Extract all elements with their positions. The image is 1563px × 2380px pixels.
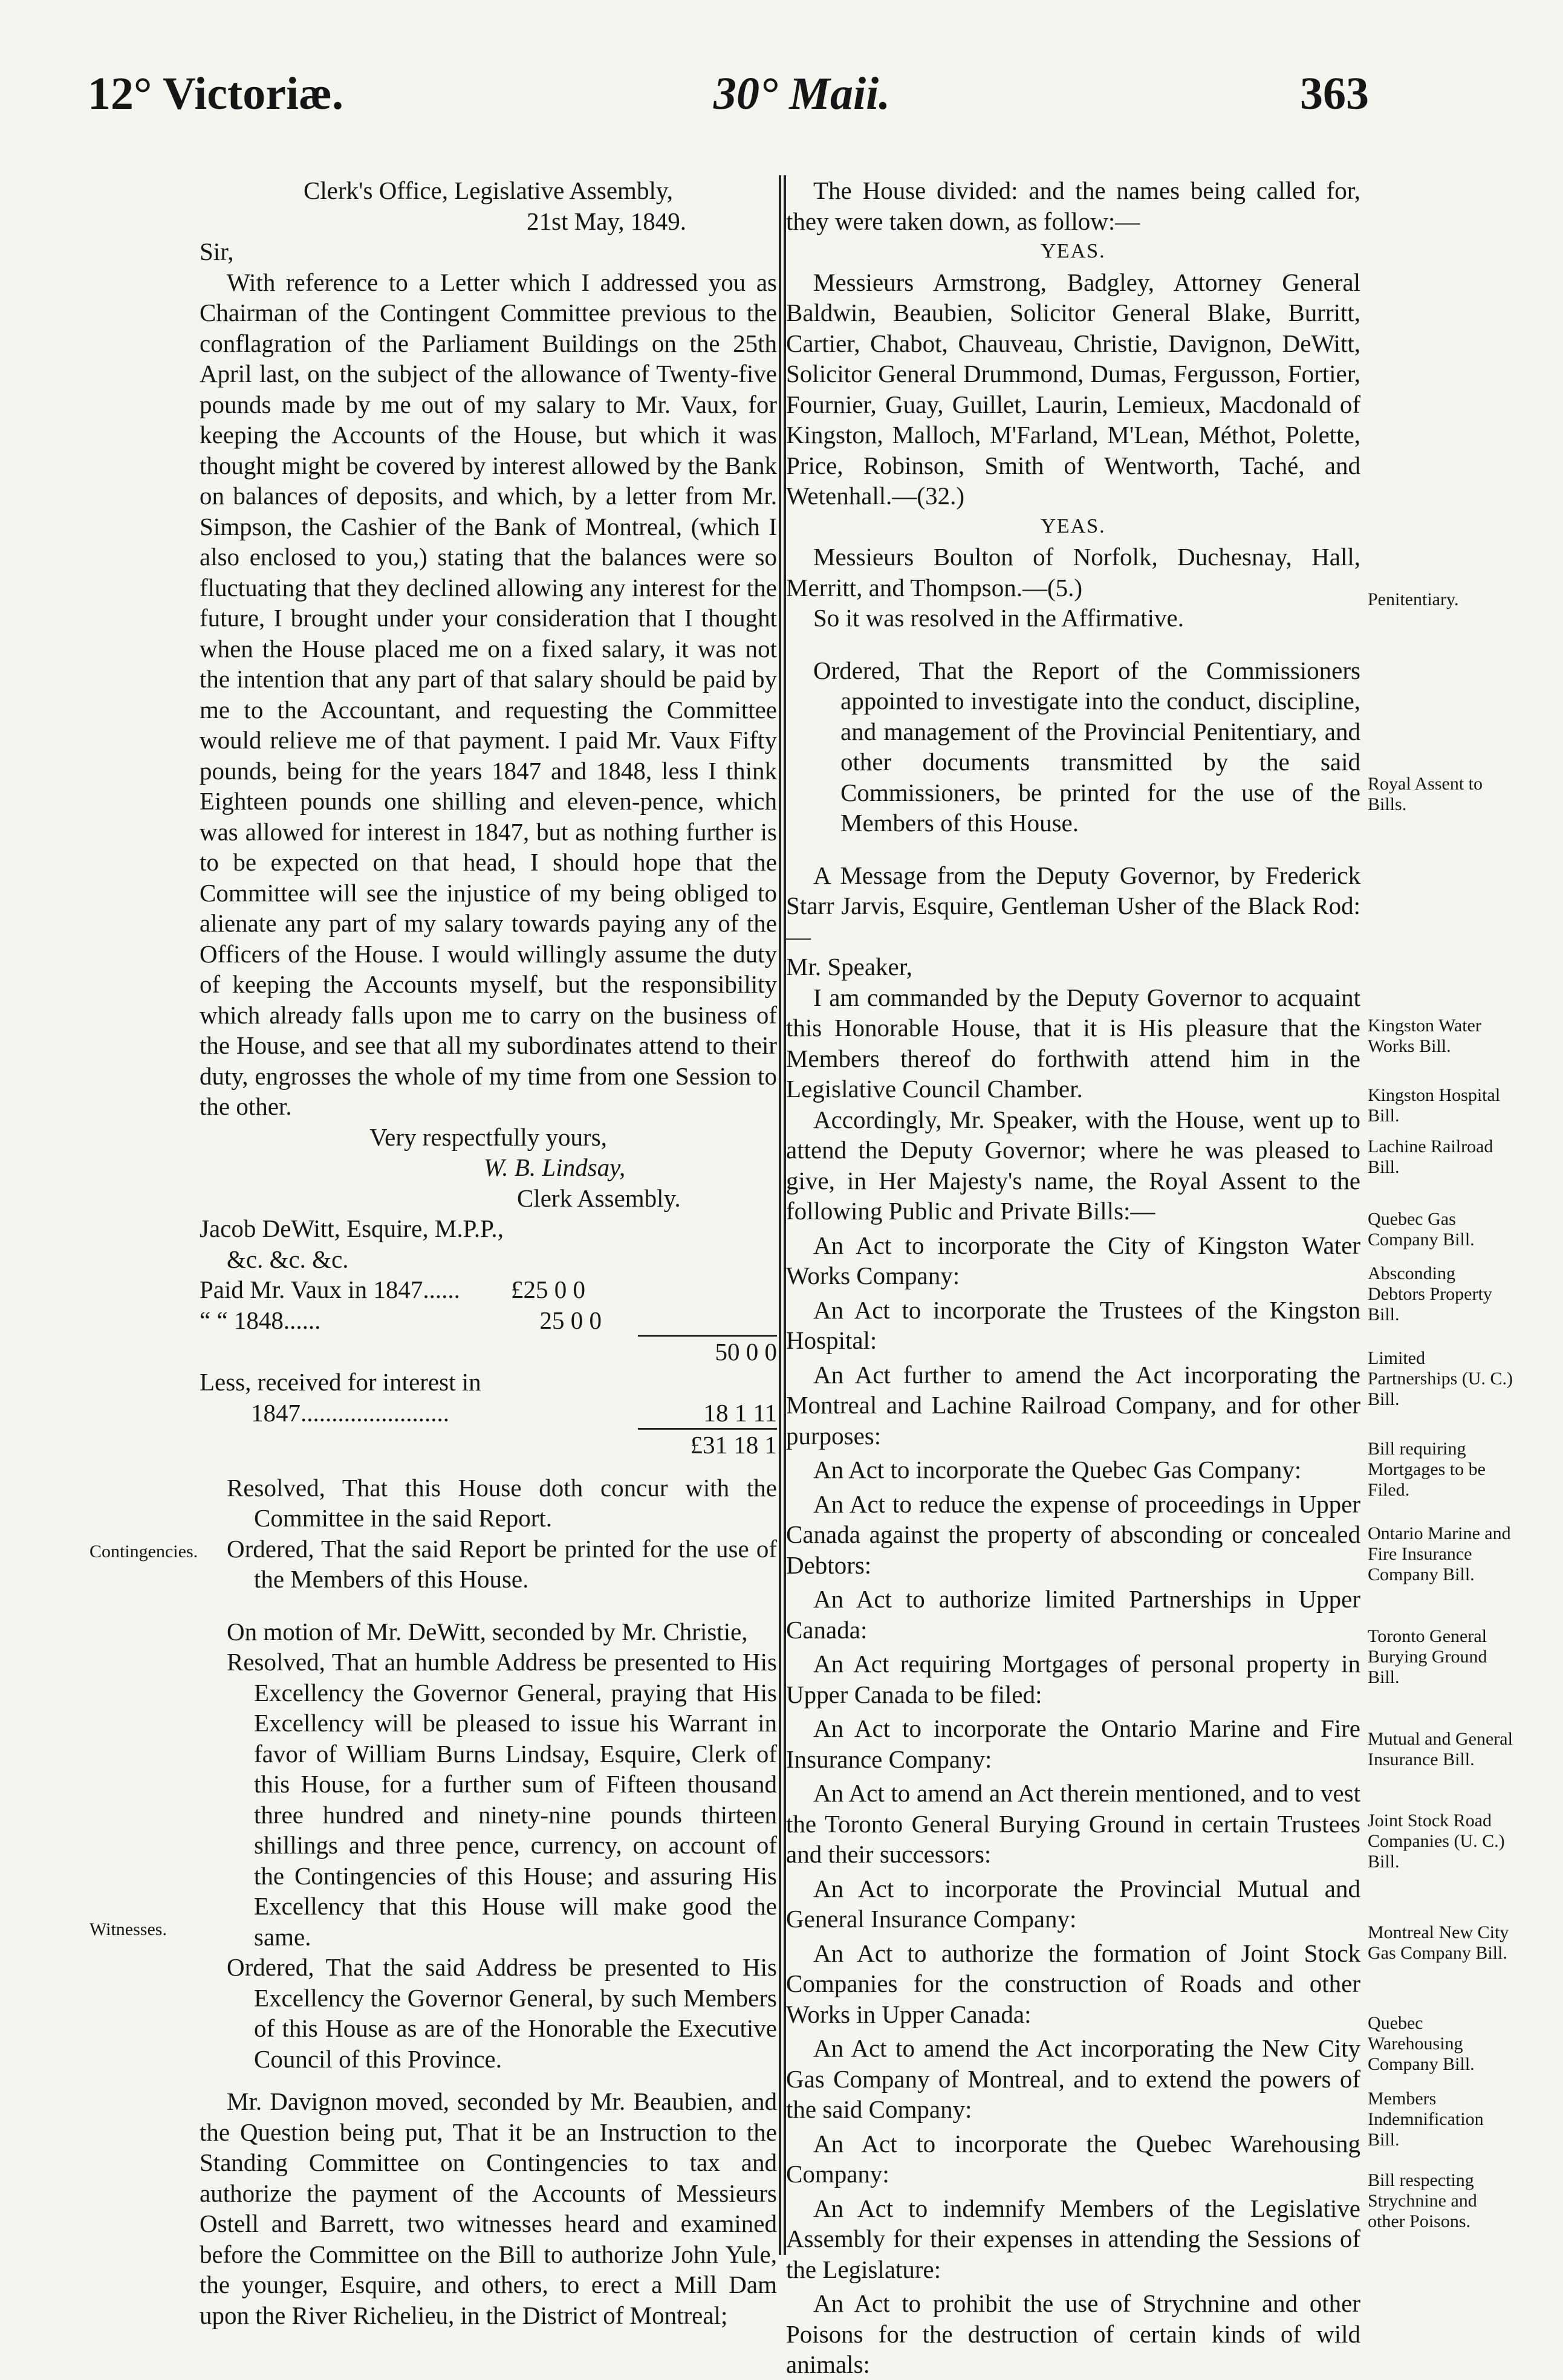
mr-speaker: Mr. Speaker, [786, 953, 913, 981]
ordered-address: Ordered, That the said Address be presented to His Excellency the Governor General, by such Members of this House as are of the Honorable the Executive Council of this Province. [227, 1953, 777, 2073]
account-row [200, 1429, 777, 1461]
signature-title: Clerk Assembly. [517, 1184, 681, 1212]
right-column [786, 175, 1360, 2380]
motion-intro: On motion of Mr. DeWitt, seconded by Mr. Christie, [227, 1617, 748, 1646]
header-left: 12° Victoriæ. [88, 68, 343, 119]
commanded-paragraph: I am commanded by the Deputy Governor to acquaint this Honorable House, that it is His pleasure that the Members thereof do forthwith attend him in the Legislative Council Chamber. [786, 983, 1360, 1103]
margin-note-witnesses: Witnesses. [89, 1919, 167, 1939]
margin-note: Penitentiary. [1368, 589, 1459, 609]
margin-note: Royal Assent to Bills. [1368, 774, 1483, 814]
bill-item: An Act to incorporate the Trustees of the Kingston Hospital: [786, 1295, 1360, 1354]
account-amount: 25 0 0 [539, 1306, 602, 1334]
account-row [200, 1367, 777, 1398]
margin-note: Lachine Railroad Bill. [1368, 1136, 1493, 1177]
resolved-address: Resolved, That an humble Address be presented to His Excellency the Governor General, praying that His Excellency will be pleased to issue his Warrant in favor of William Burns Lindsay, Esquire, Clerk of this House, for a further sum of Fifteen thousand three hundred and ninety-nine pounds thirteen shillings and three pence, currency, on account of the Contingencies of this House; and assuring His Excellency that this House will make good the same. [227, 1648, 777, 1951]
bill-item: An Act to authorize limited Partnerships in Upper Canada: [786, 1585, 1360, 1644]
account-subtotal: 50 0 0 [638, 1335, 777, 1367]
ordered-penitentiary: Ordered, That the Report of the Commissioners appointed to investigate into the conduct, discipline, and management of the Provincial Penitentiary, and other documents transmitted by the said Commissioners, be printed for the use of the Members of this House. [813, 656, 1360, 837]
nays-names: Messieurs Boulton of Norfolk, Duchesnay, Hall, Merritt, and Thompson.—(5.) [786, 543, 1360, 601]
bill-item: An Act to prohibit the use of Strychnine and other Poisons for the destruction of certain kinds of wild animals: [786, 2289, 1360, 2378]
bill-item: An Act to amend an Act therein mentioned, and to vest the Toronto General Burying Ground in certain Trustees and their successors: [786, 1779, 1360, 1868]
margin-note: Members Indemnification Bill. [1368, 2089, 1484, 2150]
bill-item: An Act to indemnify Members of the Legislative Assembly for their expenses in attending the Sessions of the Legislature: [786, 2194, 1360, 2283]
account-table [200, 1274, 777, 1461]
yeas-names: Messieurs Armstrong, Badgley, Attorney General Baldwin, Beaubien, Solicitor General Blake, Burritt, Cartier, Chabot, Chauveau, Christie, Davignon, DeWitt, Solicitor General Drummond, Dumas, Fergusson, Fortier, Fournier, Guay, Guillet, Laurin, Lemieux, Macdonald of Kingston, Malloch, M'Farland, M'Lean, Méthot, Polette, Price, Robinson, Smith of Wentworth, Taché, and Wetenhall.—(32.) [786, 268, 1360, 510]
margin-note: Toronto General Burying Ground Bill. [1368, 1626, 1487, 1687]
royal-message: A Message from the Deputy Governor, by Frederick Starr Jarvis, Esquire, Gentleman Usher of the Black Rod:— [786, 861, 1360, 950]
ordered-print-report: Ordered, That the said Report be printed for the use of the Members of this House. [227, 1534, 777, 1593]
margin-note-contingencies: Contingencies. [89, 1542, 198, 1561]
margin-note: Quebec Warehousing Company Bill. [1368, 2013, 1475, 2074]
accordingly-paragraph: Accordingly, Mr. Speaker, with the House, went up to attend the Deputy Governor; where he was pleased to give, in Her Majesty's name, the Royal Assent to the following Public and Private Bills:— [786, 1105, 1360, 1225]
nays-label: YEAS. [1041, 514, 1106, 537]
bill-item: An Act requiring Mortgages of personal property in Upper Canada to be filed: [786, 1650, 1360, 1708]
margin-note: Absconding Debtors Property Bill. [1368, 1263, 1492, 1325]
account-label: Paid Mr. Vaux in 1847...... [200, 1276, 460, 1303]
margin-note: Limited Partnerships (U. C.) Bill. [1368, 1348, 1513, 1409]
bill-item: An Act to amend the Act incorporating the New City Gas Company of Montreal, and to extend the powers of the said Company: [786, 2034, 1360, 2123]
letter-heading: Clerk's Office, Legislative Assembly, [304, 177, 673, 204]
account-amount: £25 0 0 [511, 1276, 585, 1303]
account-total: £31 18 1 [638, 1429, 777, 1461]
bill-item: An Act to incorporate the City of Kingston Water Works Company: [786, 1231, 1360, 1289]
letter-date: 21st May, 1849. [527, 207, 686, 235]
resolved-affirmative: So it was resolved in the Affirmative. [813, 604, 1184, 632]
left-column [200, 175, 777, 2330]
margin-note: Kingston Hospital Bill. [1368, 1085, 1501, 1126]
witnesses-paragraph: Mr. Davignon moved, seconded by Mr. Beaubien, and the Question being put, That it be an Instruction to the Standing Committee on Contingencies to tax and authorize the payment of the Accounts of Messieurs Ostell and Barrett, two witnesses heard and examined before the Committee on the Bill to authorize John Yule, the younger, Esquire, and others, to erect a Mill Dam upon the River Richelieu, in the District of Montreal; [200, 2087, 777, 2329]
bill-item: An Act to incorporate the Ontario Marine and Fire Insurance Company: [786, 1714, 1360, 1773]
signature: W. B. Lindsay, [484, 1153, 626, 1181]
salutation: Sir, [200, 238, 234, 265]
closing: Very respectfully yours, [369, 1123, 607, 1151]
bill-item: An Act to authorize the formation of Joint Stock Companies for the construction of Roads and other Works in Upper Canada: [786, 1939, 1360, 2028]
bill-item: An Act further to amend the Act incorporating the Montreal and Lachine Railroad Company, and for other purposes: [786, 1360, 1360, 1450]
yeas-label: YEAS. [1041, 240, 1106, 262]
account-row [200, 1305, 777, 1336]
margin-note: Quebec Gas Company Bill. [1368, 1209, 1475, 1250]
letter-body: With reference to a Letter which I addressed you as Chairman of the Contingent Committee previous to the conflagration of the Parliament Buildings on the 25th April last, on the subject of the allowance of Twenty-five pounds made by me out of my salary to Mr. Vaux, for keeping the Accounts of the House, but which it was thought might be covered by interest allowed by the Bank on balances of deposits, and which, by a letter from Mr. Simpson, the Cashier of the Bank of Montreal, (which I also enclosed to you,) stating that the balances were so fluctuating that they declined allowing any interest for the future, I brought under your consideration that I thought when the House placed me on a fixed salary, it was not the intention that any part of that salary should be paid by me to the Accountant, and requesting the Committee would relieve me of that payment. I paid Mr. Vaux Fifty pounds, being for the years 1847 and 1848, less I think Eighteen pounds one shilling and eleven-pence, which was allowed for interest in 1847, but as nothing further is to be expected on that head, I should hope that the Committee will see the injustice of my being obliged to alienate any part of my salary towards paying any of the Officers of the House. I would willingly assume the duty of keeping the Accounts myself, but the responsibility which already falls upon me to carry on the business of the House, and see that all my subordinates attend to their duty, engrosses the whole of my time from one Session to the other. [200, 268, 777, 1120]
account-label: “ “ 1848...... [200, 1306, 321, 1334]
addressee-etc: &c. &c. &c. [227, 1245, 349, 1273]
header-center: 30° Maii. [713, 68, 891, 119]
bill-item: An Act to incorporate the Quebec Gas Company: [813, 1456, 1302, 1483]
addressee: Jacob DeWitt, Esquire, M.P.P., [200, 1214, 504, 1242]
margin-note: Montreal New City Gas Company Bill. [1368, 1922, 1509, 1963]
margin-note: Ontario Marine and Fire Insurance Company Bill. [1368, 1523, 1511, 1584]
account-amount: 18 1 11 [703, 1398, 777, 1427]
division-intro: The House divided: and the names being called for, they were taken down, as follow:— [786, 177, 1360, 235]
account-row [200, 1398, 777, 1429]
account-label: Less, received for interest in [200, 1368, 481, 1396]
margin-note: Mutual and General Insurance Bill. [1368, 1729, 1513, 1769]
page-number: 363 [1300, 68, 1369, 119]
bill-item: An Act to reduce the expense of proceedings in Upper Canada against the property of absconding or concealed Debtors: [786, 1490, 1360, 1579]
resolved-concur: Resolved, That this House doth concur with the Committee in the said Report. [227, 1473, 777, 1532]
account-row [200, 1274, 777, 1305]
margin-note: Bill respecting Strychnine and other Poisons. [1368, 2170, 1477, 2231]
account-row [200, 1335, 777, 1367]
margin-note: Kingston Water Works Bill. [1368, 1016, 1481, 1056]
account-label: 1847........................ [251, 1399, 449, 1427]
margin-note: Joint Stock Road Companies (U. C.) Bill. [1368, 1811, 1505, 1872]
column-divider [779, 175, 781, 2255]
margin-note: Bill requiring Mortgages to be Filed. [1368, 1439, 1486, 1500]
bill-item: An Act to incorporate the Quebec Warehousing Company: [786, 2129, 1360, 2188]
bill-item: An Act to incorporate the Provincial Mutual and General Insurance Company: [786, 1874, 1360, 1933]
